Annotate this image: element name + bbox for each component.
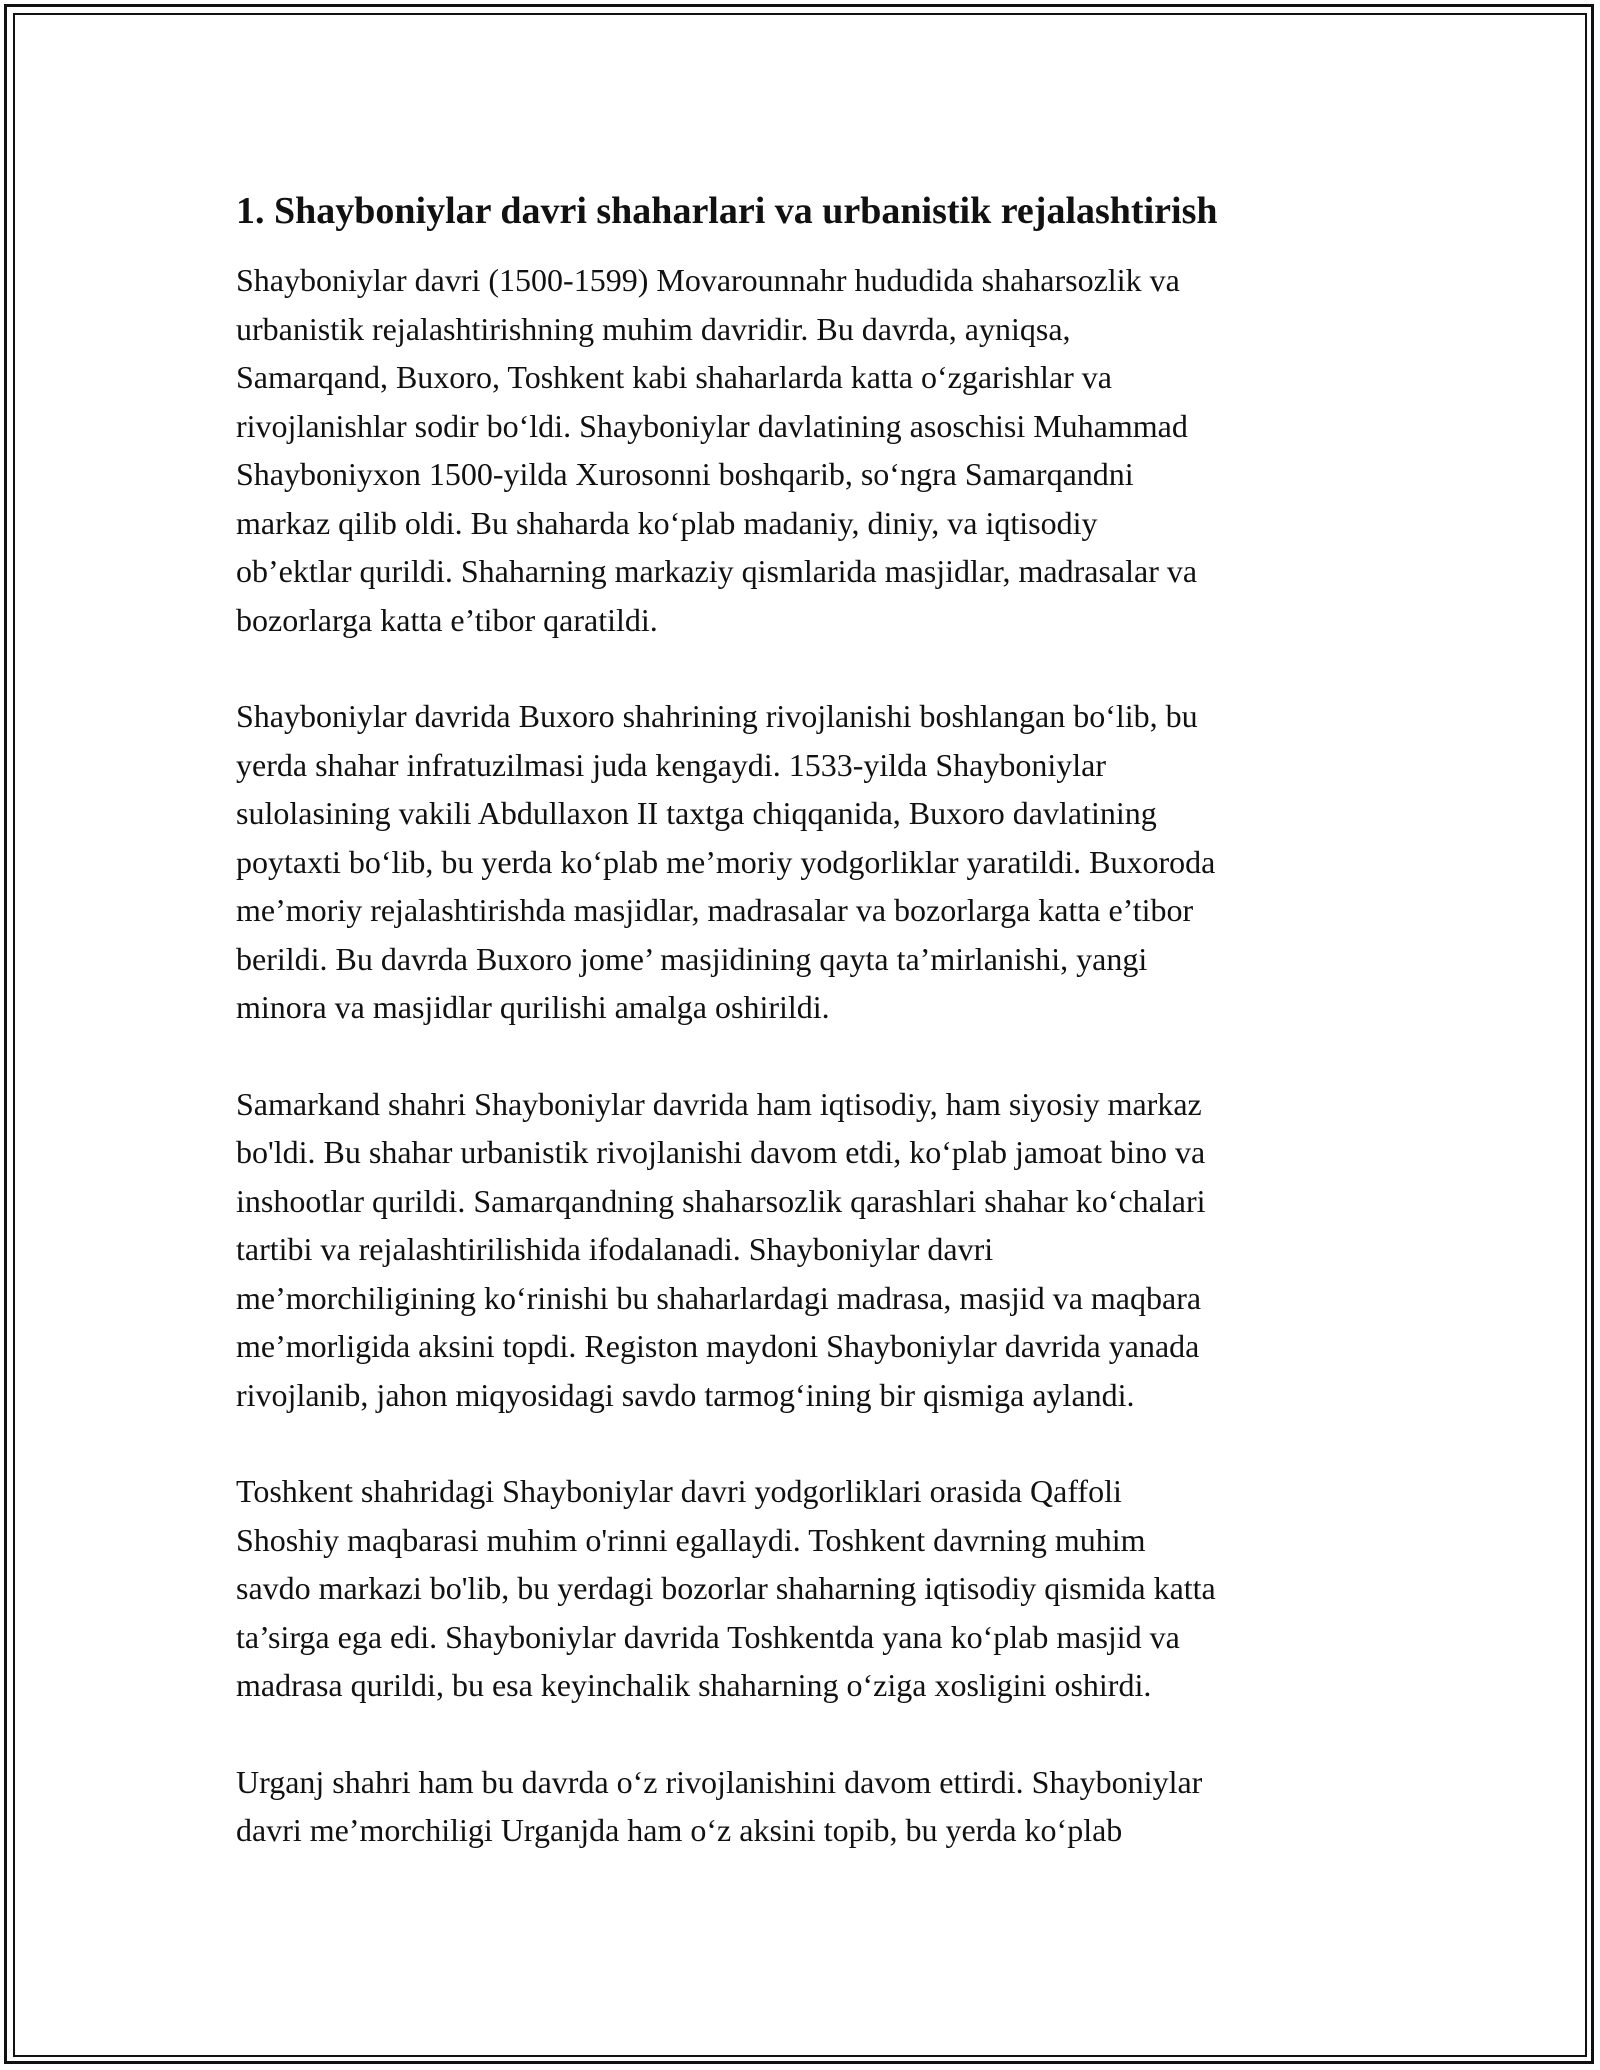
paragraph-line: Samarkand shahri Shayboniylar davrida ham iqtisodiy, ham siyosiy markaz bbox=[236, 1085, 1202, 1122]
paragraph-line: savdo markazi bo'lib, bu yerdagi bozorlar shaharning iqtisodiy qismida katta bbox=[236, 1570, 1216, 1606]
document-body bbox=[236, 186, 1366, 1903]
paragraph-line: Shayboniylar davrida Buxoro shahrining rivojlanishi boshlangan bo‘lib, bu bbox=[236, 698, 1198, 734]
paragraph-line: berildi. Bu davrda Buxoro jome’ masjidining qayta ta’mirlanishi, yangi bbox=[236, 940, 1148, 977]
paragraph-line: me’morligida aksini topdi. Registon maydoni Shayboniylar davrida yanada bbox=[236, 1328, 1200, 1364]
paragraph-line: urbanistik rejalashtirishning muhim davridir. Bu davrda, ayniqsa, bbox=[236, 310, 1071, 347]
paragraph bbox=[236, 1080, 1366, 1420]
paragraph-line: Toshkent shahridagi Shayboniylar davri yodgorliklari orasida Qaffoli bbox=[236, 1473, 1122, 1509]
paragraph-line: yerda shahar infratuzilmasi juda kengaydi. 1533-yilda Shayboniylar bbox=[236, 746, 1106, 783]
paragraph-container bbox=[236, 256, 1366, 1855]
paragraph-line: ob’ektlar qurildi. Shaharning markaziy qismlarida masjidlar, madrasalar va bbox=[236, 553, 1198, 589]
paragraph-line: Urganj shahri ham bu davrda o‘z rivojlanishini davom ettirdi. Shayboniylar bbox=[236, 1763, 1203, 1800]
paragraph bbox=[236, 1467, 1366, 1710]
paragraph-line: rivojlanib, jahon miqyosidagi savdo tarmog‘ining bir qismiga aylandi. bbox=[236, 1376, 1135, 1413]
paragraph-line: sulolasining vakili Abdullaxon II taxtga chiqqanida, Buxoro davlatining bbox=[236, 795, 1157, 831]
paragraph-line: Shayboniyxon 1500-yilda Xurosonni boshqarib, so‘ngra Samarqandni bbox=[236, 456, 1134, 492]
paragraph-line: minora va masjidlar qurilishi amalga oshirildi. bbox=[236, 989, 830, 1025]
paragraph bbox=[236, 256, 1366, 644]
paragraph-line: Samarqand, Buxoro, Toshkent kabi shaharlarda katta o‘zgarishlar va bbox=[236, 359, 1112, 395]
paragraph-line: madrasa qurildi, bu esa keyinchalik shaharning o‘ziga xosligini oshirdi. bbox=[236, 1667, 1152, 1703]
paragraph-line: bozorlarga katta e’tibor qaratildi. bbox=[236, 601, 658, 638]
paragraph-line: davri me’morchiligi Urganjda ham o‘z aksini topib, bu yerda ko‘plab bbox=[236, 1812, 1123, 1848]
paragraph-line: markaz qilib oldi. Bu shaharda ko‘plab madaniy, diniy, va iqtisodiy bbox=[236, 504, 1098, 541]
paragraph-line: Shoshiy maqbarasi muhim o'rinni egallaydi. Toshkent davrning muhim bbox=[236, 1521, 1146, 1558]
paragraph-line: tartibi va rejalashtirilishida ifodalanadi. Shayboniylar davri bbox=[236, 1231, 994, 1267]
paragraph-line: bo'ldi. Bu shahar urbanistik rivojlanishi davom etdi, ko‘plab jamoat bino va bbox=[236, 1134, 1206, 1170]
paragraph-line: rivojlanishlar sodir bo‘ldi. Shayboniylar davlatining asoschisi Muhammad bbox=[236, 407, 1188, 444]
paragraph bbox=[236, 692, 1366, 1032]
paragraph-line: inshootlar qurildi. Samarqandning shaharsozlik qarashlari shahar ko‘chalari bbox=[236, 1182, 1206, 1219]
paragraph bbox=[236, 1758, 1366, 1855]
paragraph-line: poytaxti bo‘lib, bu yerda ko‘plab me’moriy yodgorliklar yaratildi. Buxoroda bbox=[236, 843, 1216, 880]
paragraph-line: Shayboniylar davri (1500-1599) Movarounnahr hududida shaharsozlik va bbox=[236, 262, 1180, 298]
paragraph-line: me’moriy rejalashtirishda masjidlar, madrasalar va bozorlarga katta e’tibor bbox=[236, 892, 1194, 928]
paragraph-line: ta’sirga ega edi. Shayboniylar davrida Toshkentda yana ko‘plab masjid va bbox=[236, 1618, 1180, 1655]
section-heading: 1. Shayboniylar davri shaharlari va urbanistik rejalashtirish bbox=[236, 190, 1218, 232]
paragraph-line: me’morchiligining ko‘rinishi bu shaharlardagi madrasa, masjid va maqbara bbox=[236, 1279, 1202, 1316]
